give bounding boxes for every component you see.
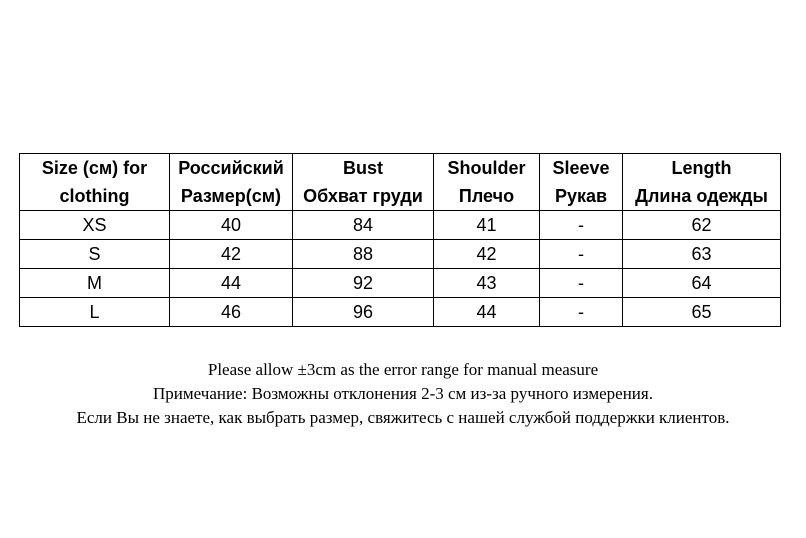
cell-shoulder: 44 bbox=[434, 298, 540, 327]
cell-size: S bbox=[20, 240, 170, 269]
cell-length: 63 bbox=[623, 240, 781, 269]
table-header-row bbox=[20, 154, 781, 211]
cell-bust: 84 bbox=[293, 211, 434, 240]
cell-russian-size: 44 bbox=[170, 269, 293, 298]
cell-russian-size: 46 bbox=[170, 298, 293, 327]
cell-length: 65 bbox=[623, 298, 781, 327]
header-length bbox=[623, 154, 781, 211]
table-row bbox=[20, 240, 781, 269]
table-row bbox=[20, 211, 781, 240]
header-length-line1: Length bbox=[671, 158, 732, 178]
cell-russian-size: 42 bbox=[170, 240, 293, 269]
cell-length: 62 bbox=[623, 211, 781, 240]
header-size-line2: clothing bbox=[59, 186, 130, 206]
cell-bust: 96 bbox=[293, 298, 434, 327]
header-size bbox=[20, 154, 170, 211]
cell-russian-size: 40 bbox=[170, 211, 293, 240]
header-sleeve bbox=[540, 154, 623, 211]
cell-shoulder: 43 bbox=[434, 269, 540, 298]
header-bust-line2: Обхват груди bbox=[303, 186, 423, 206]
cell-sleeve: - bbox=[540, 211, 623, 240]
header-sleeve-line2: Рукав bbox=[554, 186, 608, 206]
header-size-line1: Size (см) for bbox=[41, 158, 148, 178]
header-shoulder-line1: Shoulder bbox=[447, 158, 526, 178]
size-chart-table bbox=[19, 153, 781, 327]
header-shoulder bbox=[434, 154, 540, 211]
header-russian-size-line1: Российский bbox=[178, 158, 284, 178]
cell-sleeve: - bbox=[540, 240, 623, 269]
note-error-range-en: Please allow ±3cm as the error range for manual measure bbox=[207, 360, 599, 379]
table-row bbox=[20, 269, 781, 298]
cell-size: M bbox=[20, 269, 170, 298]
cell-bust: 92 bbox=[293, 269, 434, 298]
cell-shoulder: 41 bbox=[434, 211, 540, 240]
header-length-line2: Длина одежды bbox=[635, 186, 768, 206]
header-shoulder-line2: Плечо bbox=[458, 186, 515, 206]
table-row bbox=[20, 298, 781, 327]
cell-shoulder: 42 bbox=[434, 240, 540, 269]
header-bust-line1: Bust bbox=[343, 158, 383, 178]
cell-size: XS bbox=[20, 211, 170, 240]
header-russian-size bbox=[170, 154, 293, 211]
cell-length: 64 bbox=[623, 269, 781, 298]
measurement-notes bbox=[0, 358, 806, 430]
header-bust bbox=[293, 154, 434, 211]
note-contact-support-ru: Если Вы не знаете, как выбрать размер, свяжитесь с нашей службой поддержки клиентов. bbox=[76, 408, 730, 427]
header-sleeve-line1: Sleeve bbox=[552, 158, 610, 178]
cell-sleeve: - bbox=[540, 298, 623, 327]
cell-bust: 88 bbox=[293, 240, 434, 269]
cell-sleeve: - bbox=[540, 269, 623, 298]
note-error-range-ru: Примечание: Возможны отклонения 2-3 см из-за ручного измерения. bbox=[153, 384, 653, 403]
cell-size: L bbox=[20, 298, 170, 327]
header-russian-size-line2: Размер(см) bbox=[180, 186, 282, 206]
